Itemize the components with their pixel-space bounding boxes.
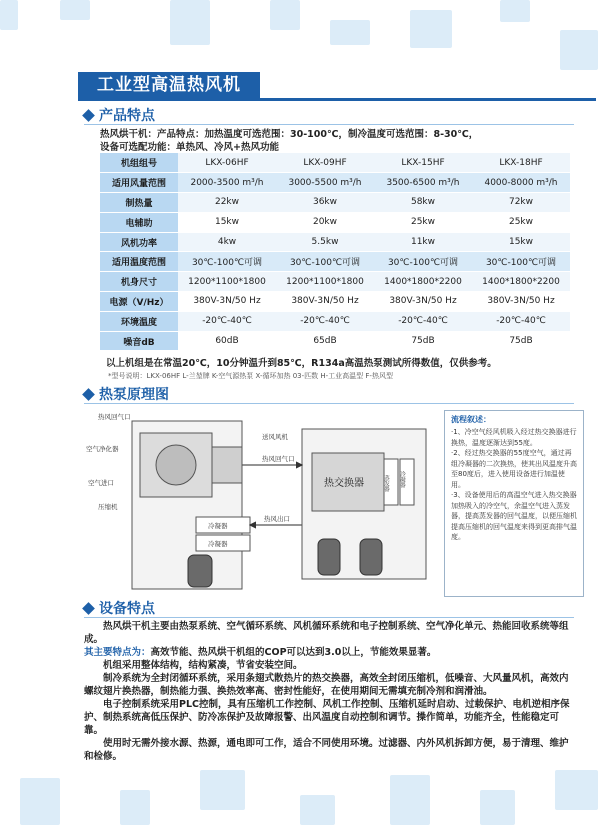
table-row	[100, 331, 570, 351]
decor-square	[560, 30, 598, 70]
table-row	[100, 292, 570, 312]
table-cell: 3500-6500 m³/h	[374, 173, 472, 193]
decor-square	[390, 775, 430, 825]
table-cell: 2000-3500 m³/h	[178, 173, 276, 193]
table-row	[100, 173, 570, 193]
label-hot-air-outlet: 热风出口	[264, 515, 290, 523]
table-cell: 380V-3N/50 Hz	[374, 292, 472, 312]
fan-wheel	[156, 445, 196, 485]
table-cell: 30℃-100℃可调	[374, 252, 472, 272]
table-cell: 22kw	[178, 193, 276, 213]
features-heading	[84, 106, 155, 124]
equipment-p6: 使用时无需外接水源、热源，通电即可工作，适合不同使用环境。过滤器、内外风机拆卸方便，易于清理、维护和检修。	[84, 738, 569, 762]
label-circulation-fan: 送风风机	[262, 433, 288, 441]
equipment-p2	[84, 646, 574, 659]
table-cell: LKX-15HF	[374, 153, 472, 173]
table-cell: LKX-06HF	[178, 153, 276, 173]
table-cell: LKX-09HF	[276, 153, 374, 173]
label-condenser-1: 冷凝器	[208, 522, 228, 530]
equipment-p5: 电子控制系统采用PLC控制，具有压缩机工作控制、风机工作控制、压缩机延时启动、过载保护、电机逆相序保护、制热系统高低压保护、防冷冻保护及故障报警、出风温度自动控制和调节。操作简单，功能齐全，性能稳定可靠。	[84, 699, 570, 736]
table-cell: 30℃-100℃可调	[276, 252, 374, 272]
model-note: *型号说明：LKX-06HF L-兰堃牌 K-空气源热泵 X-循环加热 03-匹数 H-工业高温型 F-热风型	[108, 372, 393, 380]
table-cell: 11kw	[374, 232, 472, 252]
table-row-label: 噪音dB	[100, 331, 178, 351]
spec-table	[100, 153, 570, 351]
principle-title: 热泵原理图	[99, 387, 169, 403]
page-title: 工业型高温热风机	[78, 72, 260, 99]
table-cell: 15kw	[472, 232, 570, 252]
flow-step-2: ·2、经过热交换器的55度空气，通过再组冷凝器的二次换热，使其出风温度升高至80度后，进入使用设备进行加温使用。	[451, 449, 577, 489]
table-cell: 5.5kw	[276, 232, 374, 252]
decor-square	[330, 20, 370, 45]
table-cell: 380V-3N/50 Hz	[178, 292, 276, 312]
equipment-heading	[84, 599, 155, 617]
table-row-label: 机组组号	[100, 153, 178, 173]
table-row-label: 电辅助	[100, 212, 178, 232]
diamond-icon	[82, 388, 95, 401]
table-row	[100, 193, 570, 213]
equipment-p2-text: 高效节能、热风烘干机组的COP可以达到3.0以上，节能效果显著。	[150, 647, 437, 658]
table-cell: 75dB	[374, 331, 472, 351]
table-row	[100, 252, 570, 272]
equipment-p4: 制冷系统为全封闭循环系统，采用条翅式散热片的热交换器，高效全封闭压缩机，低噪音、大风量风机，高效内螺纹翅片换热器，制热能力强、换热效率高、密封性能好，在使用期间无需填充制冷剂和润滑油。	[84, 673, 569, 697]
table-cell: 3000-5500 m³/h	[276, 173, 374, 193]
table-row	[100, 272, 570, 292]
label-heat-exchanger: 热交换器	[324, 478, 364, 489]
decor-square	[500, 0, 530, 22]
table-row	[100, 153, 570, 173]
table-row-label: 适用风量范围	[100, 173, 178, 193]
table-cell: 72kw	[472, 193, 570, 213]
intro-line-2: 设备可选配功能：单热风、冷风+热风功能	[100, 142, 279, 153]
flow-step-3: ·3、设备使用后的高温空气进入热交换器加热吸入的冷空气，余温空气进入蒸发器，提高蒸发器的回气温度，以便压缩机提高压缩机的回气温度来得到更高排气温度。	[451, 491, 577, 541]
flow-description	[444, 410, 584, 597]
heat-pump-diagram	[84, 409, 428, 597]
table-row-label: 电源（V/Hz）	[100, 292, 178, 312]
decor-square	[300, 795, 335, 825]
table-cell: 20kw	[276, 212, 374, 232]
compressor-right-1	[318, 539, 340, 575]
table-cell: 25kw	[374, 212, 472, 232]
table-row-label: 环境温度	[100, 311, 178, 331]
intro-text	[100, 128, 570, 154]
decor-square	[170, 0, 210, 45]
table-cell: 380V-3N/50 Hz	[276, 292, 374, 312]
label-evaporator: 蒸发器	[383, 475, 389, 492]
diamond-icon	[82, 602, 95, 615]
table-cell: 25kw	[472, 212, 570, 232]
table-row-label: 适用温度范围	[100, 252, 178, 272]
table-cell: 1400*1800*2200	[374, 272, 472, 292]
table-row-label: 风机功率	[100, 232, 178, 252]
label-condenser-small: 冷凝器	[399, 471, 405, 488]
table-row-label: 机身尺寸	[100, 272, 178, 292]
features-rule	[84, 124, 574, 125]
decor-square	[480, 790, 515, 825]
label-hot-air-return-top: 热风回气口	[98, 413, 131, 421]
compressor-right-2	[360, 539, 382, 575]
decor-square	[410, 10, 452, 48]
table-cell: 30℃-100℃可调	[472, 252, 570, 272]
intro-line-1: 热风烘干机：产品特点：加热温度可选范围：30-100℃，制冷温度可选范围：8-30℃，	[100, 129, 479, 140]
table-cell: 65dB	[276, 331, 374, 351]
equipment-text	[84, 620, 574, 763]
decor-square	[20, 778, 60, 825]
table-cell: -20℃-40℃	[178, 311, 276, 331]
equipment-p2-label: 其主要特点为：	[84, 647, 151, 658]
table-row	[100, 311, 570, 331]
equipment-title: 设备特点	[99, 601, 155, 617]
label-air-purifier: 空气净化器	[86, 445, 119, 453]
table-cell: 4000-8000 m³/h	[472, 173, 570, 193]
table-cell: 1200*1100*1800	[276, 272, 374, 292]
table-cell: 1200*1100*1800	[178, 272, 276, 292]
flow-step-1: ·1、冷空气经风机吸入经过热交换器进行换热，温度逐渐达到55度。	[451, 428, 577, 447]
equipment-rule	[84, 617, 574, 618]
table-row-label: 制热量	[100, 193, 178, 213]
table-cell: 380V-3N/50 Hz	[472, 292, 570, 312]
table-cell: -20℃-40℃	[276, 311, 374, 331]
principle-heading	[84, 385, 169, 403]
features-title: 产品特点	[99, 108, 155, 124]
table-cell: 58kw	[374, 193, 472, 213]
table-row	[100, 212, 570, 232]
equipment-p1: 热风烘干机主要由热泵系统、空气循环系统、风机循环系统和电子控制系统、空气净化单元、热能回收系统等组成。	[84, 621, 569, 645]
label-air-inlet: 空气进口	[88, 479, 114, 487]
table-cell: 4kw	[178, 232, 276, 252]
flow-title: 流程叙述：	[451, 415, 491, 424]
label-condenser-2: 冷凝器	[208, 540, 228, 548]
decor-square	[270, 0, 300, 30]
diamond-icon	[82, 109, 95, 122]
compressor-left	[188, 555, 212, 587]
table-cell: 60dB	[178, 331, 276, 351]
decor-square	[0, 0, 18, 30]
table-cell: 30℃-100℃可调	[178, 252, 276, 272]
table-row	[100, 232, 570, 252]
table-cell: 1400*1800*2200	[472, 272, 570, 292]
table-cell: 75dB	[472, 331, 570, 351]
decor-square	[60, 0, 90, 20]
table-cell: 36kw	[276, 193, 374, 213]
test-note: 以上机组是在常温20℃，10分钟温升到85℃，R134a高温热泵测试所得数值，仅供参考。	[106, 358, 497, 369]
decor-square	[555, 770, 598, 810]
table-cell: LKX-18HF	[472, 153, 570, 173]
fan-outlet	[212, 447, 242, 483]
title-underline	[78, 98, 596, 101]
table-cell: 15kw	[178, 212, 276, 232]
decor-square	[120, 790, 150, 825]
table-cell: -20℃-40℃	[472, 311, 570, 331]
principle-rule	[84, 403, 574, 404]
label-hot-air-return-mid: 热风回气口	[262, 455, 295, 463]
label-compressor: 压缩机	[98, 503, 118, 511]
table-cell: -20℃-40℃	[374, 311, 472, 331]
decor-square	[200, 770, 245, 810]
equipment-p3: 机组采用整体结构，结构紧凑，节省安装空间。	[103, 660, 303, 671]
